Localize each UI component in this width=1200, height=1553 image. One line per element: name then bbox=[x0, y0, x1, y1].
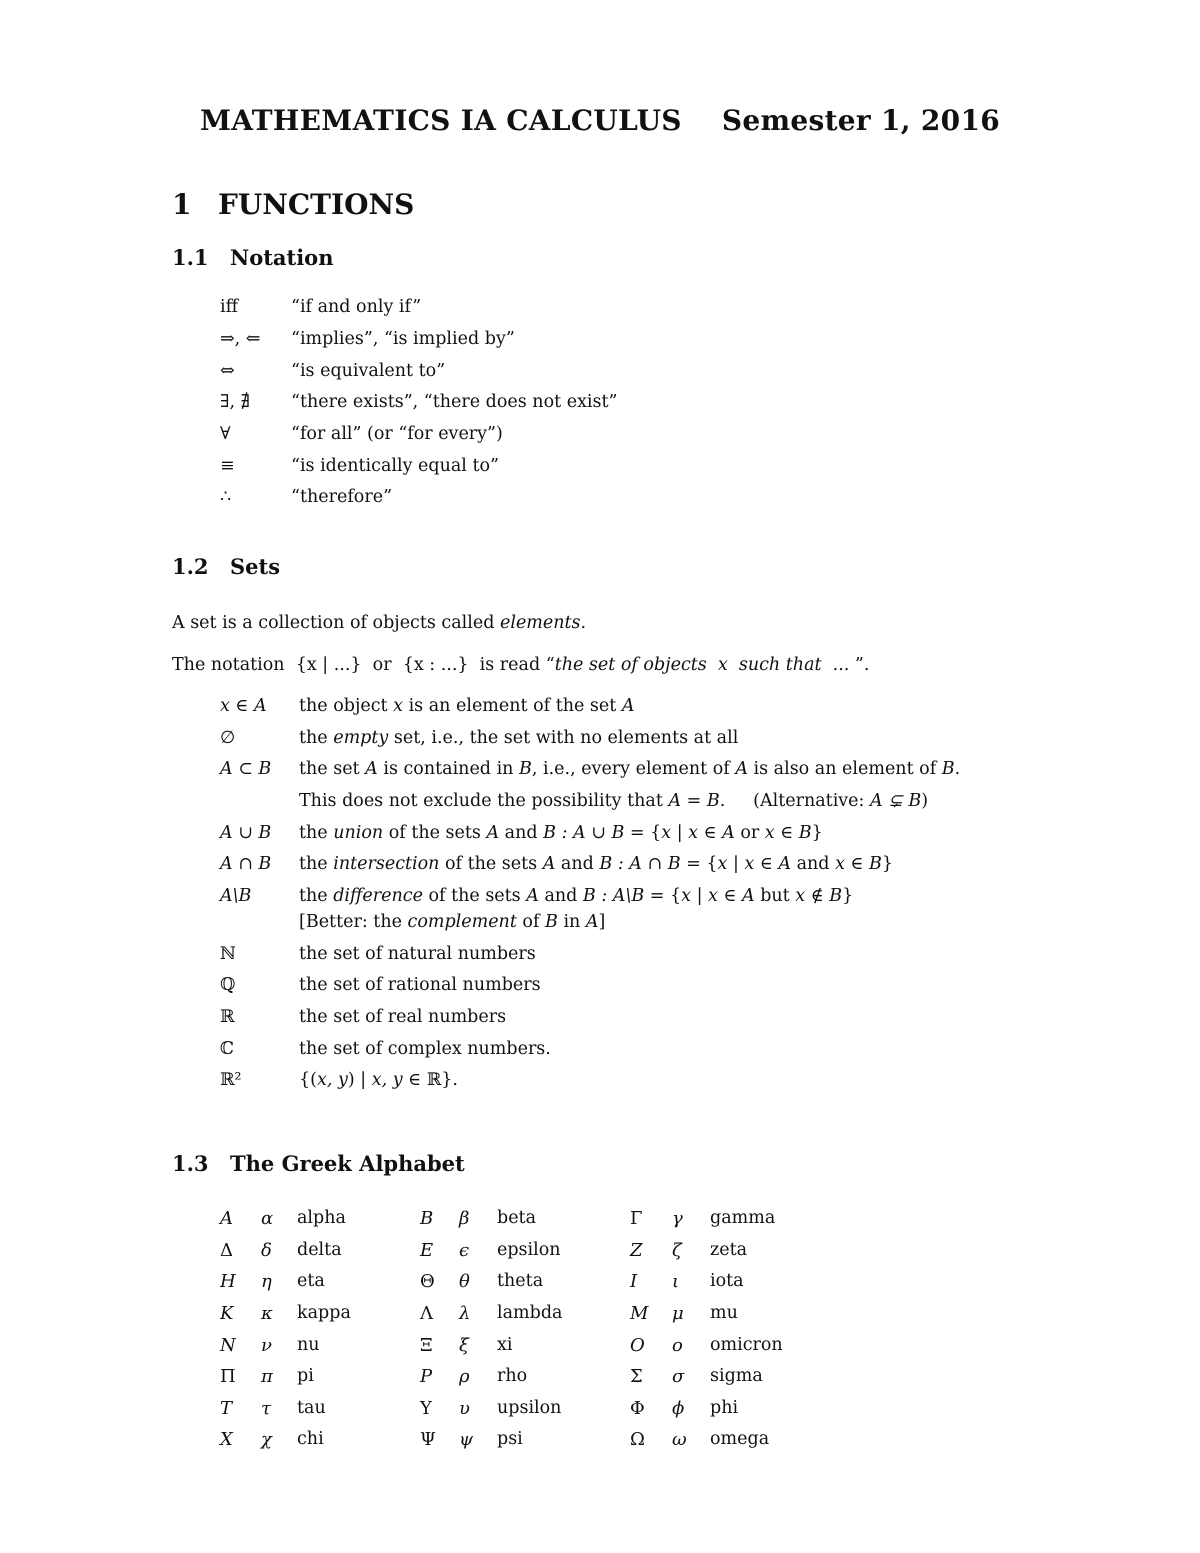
greek-lowercase: ϕ bbox=[672, 1398, 685, 1419]
description-part: A bbox=[542, 854, 556, 874]
description-part: x, y bbox=[371, 1070, 403, 1090]
greek-lowercase: ξ bbox=[459, 1335, 469, 1356]
sets-heading bbox=[172, 554, 280, 579]
description-part: of the sets bbox=[383, 823, 487, 843]
description-part: A bbox=[621, 696, 635, 716]
description-part: the object bbox=[299, 696, 394, 716]
description-part: the bbox=[299, 728, 334, 748]
subsection-title: The Greek Alphabet bbox=[230, 1151, 465, 1176]
notation-meaning: “is equivalent to” bbox=[291, 361, 446, 381]
greek-name: delta bbox=[297, 1240, 342, 1260]
description-part: of bbox=[516, 912, 545, 932]
greek-lowercase: χ bbox=[261, 1429, 272, 1450]
description-part: is an element of the set bbox=[403, 696, 622, 716]
greek-name: sigma bbox=[710, 1366, 763, 1386]
greek-lowercase: τ bbox=[261, 1398, 271, 1419]
description-part: x ∈ A bbox=[708, 886, 755, 906]
notation-meaning: “is identically equal to” bbox=[291, 456, 499, 476]
description-part: B : A ∪ B bbox=[543, 823, 625, 843]
description-part: is also an element of bbox=[747, 759, 942, 779]
description-part: = { bbox=[624, 823, 662, 843]
description-part: x, y bbox=[316, 1070, 348, 1090]
notation-symbol: iff bbox=[220, 297, 239, 317]
greek-name: iota bbox=[710, 1271, 744, 1291]
notation-meaning: “if and only if” bbox=[291, 297, 422, 317]
subsection-number: 1.2 bbox=[172, 554, 209, 579]
greek-lowercase: o bbox=[672, 1335, 683, 1356]
greek-uppercase: Z bbox=[630, 1240, 643, 1261]
set-symbol: A ∪ B bbox=[220, 823, 272, 843]
greek-uppercase: I bbox=[630, 1271, 638, 1292]
greek-lowercase: μ bbox=[672, 1303, 684, 1324]
set-description bbox=[299, 1007, 506, 1027]
greek-lowercase: δ bbox=[261, 1240, 272, 1261]
greek-lowercase: β bbox=[459, 1208, 470, 1229]
greek-name: gamma bbox=[710, 1208, 776, 1228]
notation-symbol: ⇔ bbox=[220, 361, 235, 381]
greek-lowercase: κ bbox=[261, 1303, 273, 1324]
description-part: difference bbox=[333, 886, 423, 906]
description-part: the bbox=[299, 823, 334, 843]
set-description bbox=[299, 696, 634, 716]
set-description bbox=[299, 886, 853, 906]
description-part: . bbox=[954, 759, 961, 779]
greek-lowercase: σ bbox=[672, 1366, 685, 1387]
set-description bbox=[299, 759, 960, 779]
description-part: B bbox=[545, 912, 558, 932]
description-part: = { bbox=[680, 854, 718, 874]
greek-name: alpha bbox=[297, 1208, 346, 1228]
greek-uppercase: B bbox=[420, 1208, 434, 1229]
greek-name: pi bbox=[297, 1366, 314, 1386]
greek-lowercase: ζ bbox=[672, 1240, 682, 1261]
greek-lowercase: π bbox=[261, 1366, 273, 1387]
greek-uppercase: Λ bbox=[420, 1303, 433, 1324]
document-title bbox=[0, 104, 1200, 137]
set-description bbox=[299, 975, 541, 995]
set-description bbox=[299, 944, 536, 964]
set-symbol: ℂ bbox=[220, 1039, 234, 1059]
subsection-number: 1.1 bbox=[172, 245, 209, 270]
set-symbol: A\B bbox=[220, 886, 252, 906]
description-part: and bbox=[499, 823, 544, 843]
course-title: MATHEMATICS IA CALCULUS bbox=[199, 104, 682, 137]
description-part: . (Alternative: bbox=[719, 791, 870, 811]
set-symbol: x ∈ A bbox=[220, 696, 267, 716]
sets-intro-emphasis: elements. bbox=[499, 613, 587, 633]
description-part: x bbox=[661, 823, 672, 843]
greek-name: eta bbox=[297, 1271, 325, 1291]
set-symbol: ℝ bbox=[220, 1007, 235, 1027]
greek-uppercase: Ω bbox=[630, 1429, 645, 1450]
description-part: ] bbox=[598, 912, 606, 932]
greek-uppercase: Σ bbox=[630, 1366, 643, 1387]
greek-lowercase: θ bbox=[459, 1271, 470, 1292]
notation-meaning: “for all” (or “for every”) bbox=[291, 424, 503, 444]
description-part: and bbox=[555, 854, 600, 874]
description-part: x bbox=[393, 696, 404, 716]
description-part: } bbox=[881, 854, 894, 874]
greek-uppercase: X bbox=[220, 1429, 233, 1450]
greek-name: rho bbox=[497, 1366, 528, 1386]
description-part: and bbox=[538, 886, 583, 906]
greek-name: nu bbox=[297, 1335, 320, 1355]
set-description bbox=[299, 854, 893, 874]
description-part: A ⊊ B bbox=[870, 791, 922, 811]
greek-name: omega bbox=[710, 1429, 770, 1449]
description-part: x ∈ A bbox=[688, 823, 735, 843]
description-part: A bbox=[735, 759, 748, 779]
greek-uppercase: Δ bbox=[220, 1240, 233, 1261]
description-part: the bbox=[299, 886, 334, 906]
greek-uppercase: O bbox=[630, 1335, 645, 1356]
greek-name: psi bbox=[497, 1429, 523, 1449]
greek-name: omicron bbox=[710, 1335, 783, 1355]
description-part: x ∉ B bbox=[795, 886, 843, 906]
greek-uppercase: Υ bbox=[420, 1398, 432, 1419]
notation-line-start: The notation {x | ...} or {x : ...} is read “ bbox=[172, 655, 555, 675]
greek-lowercase: ω bbox=[672, 1429, 687, 1450]
greek-lowercase: ι bbox=[672, 1271, 680, 1292]
subsection-number: 1.3 bbox=[172, 1151, 209, 1176]
description-part: = { bbox=[644, 886, 682, 906]
greek-uppercase: Θ bbox=[420, 1271, 435, 1292]
greek-lowercase: α bbox=[261, 1208, 274, 1229]
description-part: x bbox=[681, 886, 692, 906]
sets-notation-line bbox=[172, 655, 869, 675]
notation-meaning: “therefore” bbox=[291, 487, 393, 507]
description-part: ) | bbox=[347, 1070, 372, 1090]
description-part: | bbox=[727, 854, 745, 874]
description-part: B bbox=[519, 759, 532, 779]
greek-uppercase: P bbox=[420, 1366, 433, 1387]
description-part: the set of complex numbers. bbox=[299, 1039, 551, 1059]
greek-uppercase: H bbox=[220, 1271, 236, 1292]
description-part: of the sets bbox=[439, 854, 543, 874]
description-part: the set of real numbers bbox=[299, 1007, 507, 1027]
description-part: x bbox=[717, 854, 728, 874]
greek-lowercase: ϵ bbox=[459, 1240, 470, 1261]
notation-line-emphasis: the set of objects x such that ... bbox=[554, 655, 855, 675]
description-part: A bbox=[585, 912, 599, 932]
description-part: complement bbox=[407, 912, 517, 932]
description-part: } bbox=[811, 823, 823, 843]
description-part: x ∈ B bbox=[835, 854, 882, 874]
set-description bbox=[299, 1070, 458, 1090]
set-symbol: ∅ bbox=[220, 728, 236, 748]
set-symbol: A ∩ B bbox=[220, 854, 272, 874]
description-part: ∈ ℝ}. bbox=[402, 1070, 458, 1090]
greek-lowercase: λ bbox=[459, 1303, 471, 1324]
description-part: This does not exclude the possibility that bbox=[299, 791, 669, 811]
greek-name: mu bbox=[710, 1303, 738, 1323]
description-part: union bbox=[333, 823, 384, 843]
description-part: A = B bbox=[668, 791, 720, 811]
semester-label: Semester 1, 2016 bbox=[721, 104, 1001, 137]
description-part: B : A ∩ B bbox=[599, 854, 681, 874]
greek-uppercase: M bbox=[630, 1303, 649, 1324]
set-symbol: ℚ bbox=[220, 975, 236, 995]
greek-uppercase: K bbox=[220, 1303, 234, 1324]
sets-intro-text: A set is a collection of objects called bbox=[172, 613, 500, 633]
description-part: , i.e., every element of bbox=[531, 759, 736, 779]
set-description bbox=[299, 823, 823, 843]
greek-name: beta bbox=[497, 1208, 537, 1228]
set-description bbox=[299, 912, 605, 932]
section-heading bbox=[172, 188, 414, 221]
notation-symbol: ∃, ∄ bbox=[220, 392, 251, 412]
description-part: } bbox=[842, 886, 854, 906]
greek-uppercase: Ξ bbox=[420, 1335, 433, 1356]
set-symbol: A ⊂ B bbox=[220, 759, 272, 779]
greek-name: chi bbox=[297, 1429, 324, 1449]
description-part: and bbox=[791, 854, 836, 874]
description-part: set, i.e., the set with no elements at all bbox=[388, 728, 739, 748]
greek-uppercase: Π bbox=[220, 1366, 236, 1387]
greek-name: xi bbox=[497, 1335, 513, 1355]
description-part: {( bbox=[299, 1070, 317, 1090]
description-part: B bbox=[941, 759, 955, 779]
notation-symbol: ∴ bbox=[220, 487, 232, 507]
subsection-title: Sets bbox=[230, 554, 281, 579]
notation-meaning: “implies”, “is implied by” bbox=[291, 329, 515, 349]
greek-name: kappa bbox=[297, 1303, 351, 1323]
greek-uppercase: E bbox=[420, 1240, 434, 1261]
notation-meaning: “there exists”, “there does not exist” bbox=[291, 392, 618, 412]
description-part: of the sets bbox=[422, 886, 527, 906]
greek-uppercase: Φ bbox=[630, 1398, 645, 1419]
set-description bbox=[299, 791, 928, 811]
set-description bbox=[299, 728, 738, 748]
description-part: A bbox=[526, 886, 539, 906]
notation-symbol: ⇒, ⇐ bbox=[220, 329, 261, 349]
sets-intro bbox=[172, 613, 586, 633]
description-part: x ∈ A bbox=[744, 854, 792, 874]
description-part: the bbox=[299, 854, 334, 874]
description-part: is contained in bbox=[377, 759, 519, 779]
section-title: FUNCTIONS bbox=[218, 188, 415, 221]
greek-name: epsilon bbox=[497, 1240, 561, 1260]
description-part: or bbox=[734, 823, 765, 843]
description-part: A bbox=[365, 759, 378, 779]
subsection-title: Notation bbox=[230, 245, 334, 270]
greek-name: theta bbox=[497, 1271, 544, 1291]
description-part: empty bbox=[333, 728, 389, 748]
greek-uppercase: Γ bbox=[630, 1208, 643, 1229]
description-part: the set of natural numbers bbox=[299, 944, 536, 964]
greek-name: upsilon bbox=[497, 1398, 562, 1418]
set-symbol: ℕ bbox=[220, 944, 236, 964]
notation-heading bbox=[172, 245, 333, 270]
greek-lowercase: ν bbox=[261, 1335, 272, 1356]
greek-lowercase: υ bbox=[459, 1398, 470, 1419]
greek-lowercase: η bbox=[261, 1271, 272, 1292]
description-part: | bbox=[691, 886, 709, 906]
description-part: [Better: the bbox=[299, 912, 408, 932]
description-part: ) bbox=[921, 791, 929, 811]
greek-name: phi bbox=[710, 1398, 739, 1418]
description-part: A bbox=[486, 823, 500, 843]
greek-lowercase: ψ bbox=[459, 1429, 474, 1450]
greek-lowercase: ρ bbox=[459, 1366, 470, 1387]
set-description bbox=[299, 1039, 551, 1059]
notation-symbol: ∀ bbox=[220, 424, 231, 444]
set-symbol: ℝ² bbox=[220, 1070, 242, 1090]
greek-heading bbox=[172, 1151, 465, 1176]
greek-name: tau bbox=[297, 1398, 326, 1418]
description-part: the set of rational numbers bbox=[299, 975, 541, 995]
greek-name: zeta bbox=[710, 1240, 748, 1260]
greek-uppercase: T bbox=[220, 1398, 233, 1419]
description-part: the set bbox=[299, 759, 366, 779]
description-part: x ∈ B bbox=[764, 823, 812, 843]
greek-uppercase: Ψ bbox=[420, 1429, 436, 1450]
section-number: 1 bbox=[172, 188, 192, 221]
greek-lowercase: γ bbox=[672, 1208, 683, 1229]
description-part: B : A\B bbox=[582, 886, 645, 906]
description-part: intersection bbox=[333, 854, 440, 874]
notation-line-end: ”. bbox=[854, 655, 870, 675]
greek-name: lambda bbox=[497, 1303, 563, 1323]
notation-symbol: ≡ bbox=[220, 456, 235, 476]
description-part: | bbox=[671, 823, 689, 843]
greek-uppercase: N bbox=[220, 1335, 236, 1356]
description-part: in bbox=[557, 912, 586, 932]
description-part: but bbox=[754, 886, 796, 906]
greek-uppercase: A bbox=[220, 1208, 233, 1229]
